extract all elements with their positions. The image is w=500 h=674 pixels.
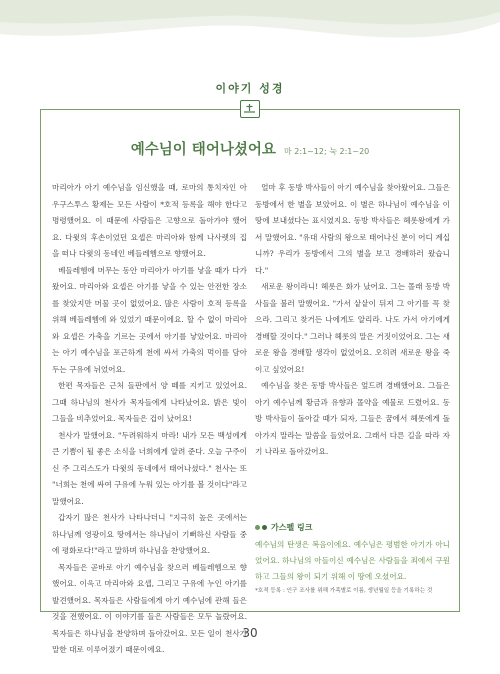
footnote: *호적 등록 : 인구 조사를 위해 가족별로 이름, 생년월일 등을 기록하는 것 bbox=[255, 588, 433, 594]
gospel-link-body: 예수님의 탄생은 복음이에요. 예수님은 평범한 아기가 아니었어요. 하나님의 아들이신 예수님은 사람들을 죄에서 구원하고 그들의 왕이 되기 위해 이 땅에 오셨어요. bbox=[255, 540, 450, 581]
story-title bbox=[0, 138, 500, 159]
story-column-right bbox=[255, 180, 450, 515]
story-paragraph: 새로운 왕이라니! 헤롯은 화가 났어요. 그는 몰래 동방 박사들을 불러 말했어요. "가서 샅샅이 뒤져 그 아기를 꼭 찾으라. 그리고 찾거든 나에게도 알리라. 나도 가서 아기에게 경배할 것이다." 그러나 헤롯의 말은 거짓이었어요. 그는 새로운 왕을 경배할 생각이 없었어요. 오히려 새로운 왕을 죽이고 싶었어요! bbox=[255, 282, 450, 374]
gospel-link-heading bbox=[255, 522, 455, 533]
story-paragraph: 예수님을 찾은 동방 박사들은 엎드려 경배했어요. 그들은 아기 예수님께 황금과 유향과 몰약을 예물로 드렸어요. 동방 박사들이 돌아갈 때가 되자, 그들은 꿈에서 헤롯에게 돌아가지 말라는 말씀을 들었어요. 그래서 다른 길을 따라 자기 나라로 돌아갔어요. bbox=[255, 381, 450, 456]
story-paragraph: 목자들은 곧바로 아기 예수님을 찾으러 베들레헴으로 향했어요. 이윽고 마리아와 요셉, 그리고 구유에 누인 아기를 발견했어요. 목자들은 사람들에게 아기 예수님에 관해 들은 것을 전했어요. 이 이야기를 들은 사람들은 모두 놀랐어요. 목자들은 하나님을 찬양하며 돌아갔어요. 모든 일이 천사가 말한 대로 이루어졌기 때문이에요. bbox=[52, 562, 247, 654]
story-column-left bbox=[52, 180, 248, 654]
story-paragraph: 갑자기 많은 천사가 나타나더니 "지극히 높은 곳에서는 하나님께 영광이요 땅에서는 하나님이 기뻐하신 사람들 중에 평화로다!"라고 말하며 하나님을 찬양했어요. bbox=[52, 513, 247, 555]
story-paragraph: 천사가 말했어요. "두려워하지 마라! 내가 모든 백성에게 큰 기쁨이 될 좋은 소식을 너희에게 알려 준다. 오늘 구주이신 주 그리스도가 다윗의 동네에서 태어나셨다." 천사는 또 "너희는 천에 싸여 구유에 누워 있는 아기를 볼 것이다"라고 말했어요. bbox=[52, 430, 248, 506]
story-title-text: 예수님이 태어나셨어요 bbox=[130, 142, 276, 158]
header-wave-decoration bbox=[0, 0, 500, 60]
section-title: 이야기 성경 bbox=[215, 82, 285, 95]
scripture-reference: 마 2:1~12; 눅 2:1~20 bbox=[283, 147, 370, 156]
gospel-link-heading-text: 가스펠 링크 bbox=[271, 523, 313, 532]
story-paragraph: 베들레헴에 머무는 동안 마리아가 아기를 낳을 때가 다가왔어요. 마리아와 요셉은 아기를 낳을 수 있는 안전한 장소를 찾았지만 머물 곳이 없었어요. 많은 사람이 호적 등록을 위해 베들레헴에 와 있었기 때문이에요. 할 수 없이 마리아와 요셉은 가축을 기르는 곳에서 아기를 낳았어요. 마리아는 아기 예수님을 포근하게 천에 싸서 가축의 먹이를 담아 두는 구유에 뉘었어요. bbox=[52, 265, 247, 374]
cross-book-icon bbox=[240, 100, 260, 118]
story-paragraph: 마리아가 아기 예수님을 임신했을 때, 로마의 통치자인 아우구스투스 황제는 모든 사람이 *호적 등록을 해야 한다고 명령했어요. 이 때문에 사람들은 고향으로 돌아가야 했어요. 다윗의 후손이었던 요셉은 마리아와 함께 나사렛의 집을 떠나 다윗의 동네인 베들레헴으로 향했어요. bbox=[52, 183, 247, 258]
bullet-dot-icon bbox=[262, 525, 267, 530]
story-paragraph: 한편 목자들은 근처 들판에서 양 떼를 지키고 있었어요. 그때 하나님의 천사가 목자들에게 나타났어요. 밝은 빛이 그들을 비추었어요. 목자들은 겁이 났어요! bbox=[52, 381, 247, 423]
story-paragraph: 얼마 후 동방 박사들이 아기 예수님을 찾아왔어요. 그들은 동방에서 한 별을 보았어요. 이 별은 하나님이 예수님을 이 땅에 보내셨다는 표시였지요. 동방 박사들은 헤롯왕에게 가서 말했어요. "유대 사람의 왕으로 태어나신 분이 어디 계십니까? 우리가 동방에서 그의 별을 보고 경배하러 왔습니다." bbox=[255, 183, 450, 275]
page-number: 30 bbox=[242, 626, 258, 640]
bullet-dot-icon bbox=[255, 525, 260, 530]
